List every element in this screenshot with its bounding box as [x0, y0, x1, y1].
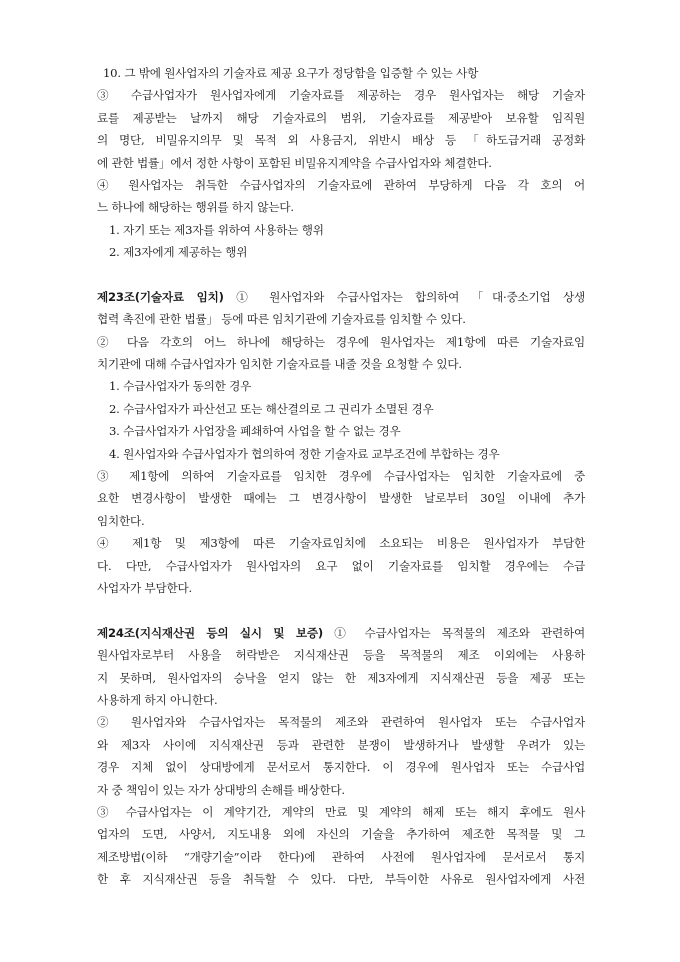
paragraph-line: ④ 원사업자는 취득한 수급사업자의 기술자료에 관하여 부당하게 다음 각 호의 어	[97, 177, 585, 192]
paragraph-line: 경우 지체 없이 상대방에게 문서로서 통지한다. 이 경우에 원사업자 또는 수급사업	[97, 760, 585, 775]
paragraph-line: 료를 제공받는 날까지 해당 기술자료의 범위, 기술자료를 제공받아 보유할 임직원	[97, 110, 585, 125]
paragraph-line: 한 후 지식재산권 등을 취득할 수 있다. 다만, 부득이한 사유로 원사업자에게 사전	[97, 872, 585, 887]
paragraph-line: 치기관에 대해 수급사업자가 임치한 기술자료를 내줄 것을 요청할 수 있다.	[97, 357, 462, 372]
paragraph-line: 사업자가 부담한다.	[97, 580, 192, 595]
paragraph-line: ② 다음 각호의 어느 하나에 해당하는 경우에 원사업자는 제1항에 따른 기술자료임	[97, 334, 585, 349]
paragraph-line: ③ 수급사업자가 원사업자에게 기술자료를 제공하는 경우 원사업자는 해당 기술자	[97, 88, 585, 103]
paragraph-line: 에 관한 법률」에서 정한 사항이 포함된 비밀유지계약을 수급사업자와 체결한다.	[97, 155, 492, 170]
article-24-heading-line	[97, 622, 585, 644]
list-item: 2. 제3자에게 제공하는 행위	[109, 245, 248, 260]
paragraph-line: 자 중 책임이 있는 자가 상대방의 손해를 배상한다.	[97, 782, 345, 797]
paragraph-line: 업자의 도면, 사양서, 지도내용 외에 자신의 기술을 추가하여 제조한 목적물 및 그	[97, 827, 585, 842]
list-item: 1. 자기 또는 제3자를 위하여 사용하는 행위	[109, 222, 324, 237]
paragraph-text: ① 원사업자와 수급사업자는 합의하여 「대·중소기업 상생	[223, 289, 585, 304]
paragraph-line: 와 제3자 사이에 지식재산권 등과 관련한 분쟁이 발생하거나 발생할 우려가 있는	[97, 737, 585, 752]
paragraph-line: 지 못하며, 원사업자의 승낙을 얻지 않는 한 제3자에게 지식재산권 등을 제공 또는	[97, 670, 585, 685]
paragraph-line: ③ 수급사업자는 이 계약기간, 계약의 만료 및 계약의 해제 또는 해지 후에도 원사	[97, 804, 585, 819]
list-item: 2. 수급사업자가 파산선고 또는 해산결의로 그 권리가 소멸된 경우	[109, 401, 434, 416]
paragraph-line: 느 하나에 해당하는 행위를 하지 않는다.	[97, 200, 294, 215]
paragraph-line: 협력 촉진에 관한 법률」 등에 따른 임치기관에 기술자료를 임치할 수 있다.	[97, 312, 466, 327]
article-24-title: 제24조(지식재산권 등의 실시 및 보증)	[97, 625, 324, 640]
paragraph-text: ① 수급사업자는 목적물의 제조와 관련하여	[323, 625, 585, 640]
paragraph-line: ③ 제1항에 의하여 기술자료를 임치한 경우에 수급사업자는 임치한 기술자료에 중	[97, 469, 585, 484]
list-item: 10. 그 밖에 원사업자의 기술자료 제공 요구가 정당함을 입증할 수 있는 사항	[103, 66, 479, 80]
document-page	[97, 62, 585, 890]
list-item: 3. 수급사업자가 사업장을 폐쇄하여 사업을 할 수 없는 경우	[109, 424, 401, 439]
paragraph-line: 임치한다.	[97, 513, 145, 528]
paragraph-line: 의 명단, 비밀유지의무 및 목적 외 사용금지, 위반시 배상 등 「하도급거래 공정화	[97, 133, 585, 148]
article-23-heading-line	[97, 286, 585, 308]
spacer	[97, 599, 585, 621]
paragraph-line: ④ 제1항 및 제3항에 따른 기술자료임치에 소요되는 비용은 원사업자가 부담한	[97, 536, 585, 551]
article-23-title: 제23조(기술자료 임치)	[97, 289, 224, 304]
paragraph-line: ② 원사업자와 수급사업자는 목적물의 제조와 관련하여 원사업자 또는 수급사업자	[97, 715, 585, 730]
paragraph-line: 제조방법(이하 “개량기술”이라 한다)에 관하여 사전에 원사업자에 문서로서 통지	[97, 849, 585, 864]
spacer	[97, 264, 585, 286]
paragraph-line: 원사업자로부터 사용을 허락받은 지식재산권 등을 목적물의 제조 이외에는 사용하	[97, 648, 585, 663]
paragraph-line: 사용하게 하지 아니한다.	[97, 692, 218, 707]
paragraph-line: 다. 다만, 수급사업자가 원사업자의 요구 없이 기술자료를 임치할 경우에는 수급	[97, 558, 585, 573]
list-item: 1. 수급사업자가 동의한 경우	[109, 379, 252, 394]
list-item: 4. 원사업자와 수급사업자가 협의하여 정한 기술자료 교부조건에 부합하는 경우	[109, 446, 500, 461]
paragraph-line: 요한 변경사항이 발생한 때에는 그 변경사항이 발생한 날로부터 30일 이내에 추가	[97, 491, 585, 506]
